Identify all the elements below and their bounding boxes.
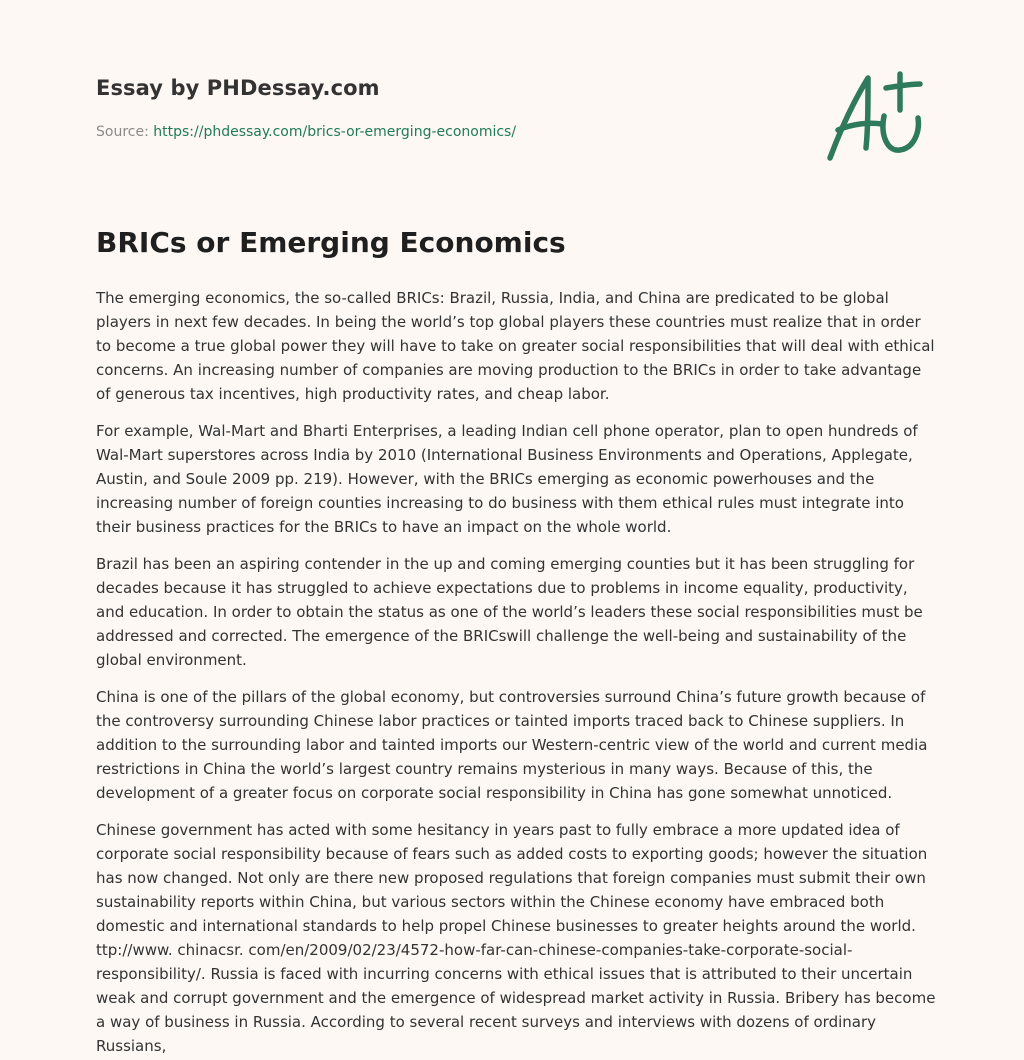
source-line (96, 124, 516, 140)
source-link[interactable]: https://phdessay.com/brics-or-emerging-economics/ (153, 124, 517, 140)
brand-title: Essay by PHDessay.com (96, 76, 380, 100)
essay-paragraph: Brazil has been an aspiring contender in the up and coming emerging counties but it has been struggling for decades because it has struggled to achieve expectations due to problems in income equality, productivity, and education. In order to obtain the status as one of the world’s leaders these social responsibilities must be addressed and corrected. The emergence of the BRICswill challenge the well-being and sustainability of the global environment. (96, 555, 923, 669)
a-plus-logo-icon (820, 66, 930, 166)
essay-paragraph: For example, Wal-Mart and Bharti Enterprises, a leading Indian cell phone operator, plan to open hundreds of Wal-Mart superstores across India by 2010 (International Business Environments and Operations, Applegate, Austin, and Soule 2009 pp. 219). However, with the BRICs emerging as economic powerhouses and the increasing number of foreign counties increasing to do business with them ethical rules must integrate into their business practices for the BRICs to have an impact on the whole world. (96, 422, 918, 536)
source-label: Source: (96, 124, 149, 140)
essay-body (96, 286, 936, 1060)
essay-title: BRICs or Emerging Economics (96, 226, 566, 259)
essay-paragraph: Chinese government has acted with some hesitancy in years past to fully embrace a more updated idea of corporate social responsibility because of fears such as added costs to exporting goods; however the situation has now changed. Not only are there new proposed regulations that foreign companies must submit their own sustainability reports within China, but various sectors within the Chinese economy have embraced both domestic and international standards to help propel Chinese businesses to greater heights around the world. ttp://www. chinacsr. com/en/2009/02/23/4572-how-far-can-chinese-companies-take-corporate-social-responsibility/. Russia is faced with incurring concerns with ethical issues that is attributed to their uncertain weak and corrupt government and the emergence of widespread market activity in Russia. Bribery has become a way of business in Russia. According to several recent surveys and interviews with dozens of ordinary Russians, (96, 821, 936, 1055)
essay-paragraph: The emerging economics, the so-called BRICs: Brazil, Russia, India, and China are predicated to be global players in next few decades. In being the world’s top global players these countries must realize that in order to become a true global power they will have to take on greater social responsibilities that will deal with ethical concerns. An increasing number of companies are moving production to the BRICs in order to take advantage of generous tax incentives, high productivity rates, and cheap labor. (96, 289, 935, 403)
essay-paragraph: China is one of the pillars of the global economy, but controversies surround China’s future growth because of the controversy surrounding Chinese labor practices or tainted imports traced back to Chinese suppliers. In addition to the surrounding labor and tainted imports our Western-centric view of the world and current media restrictions in China the world’s largest country remains mysterious in many ways. Because of this, the development of a greater focus on corporate social responsibility in China has gone somewhat unnoticed. (96, 688, 928, 802)
